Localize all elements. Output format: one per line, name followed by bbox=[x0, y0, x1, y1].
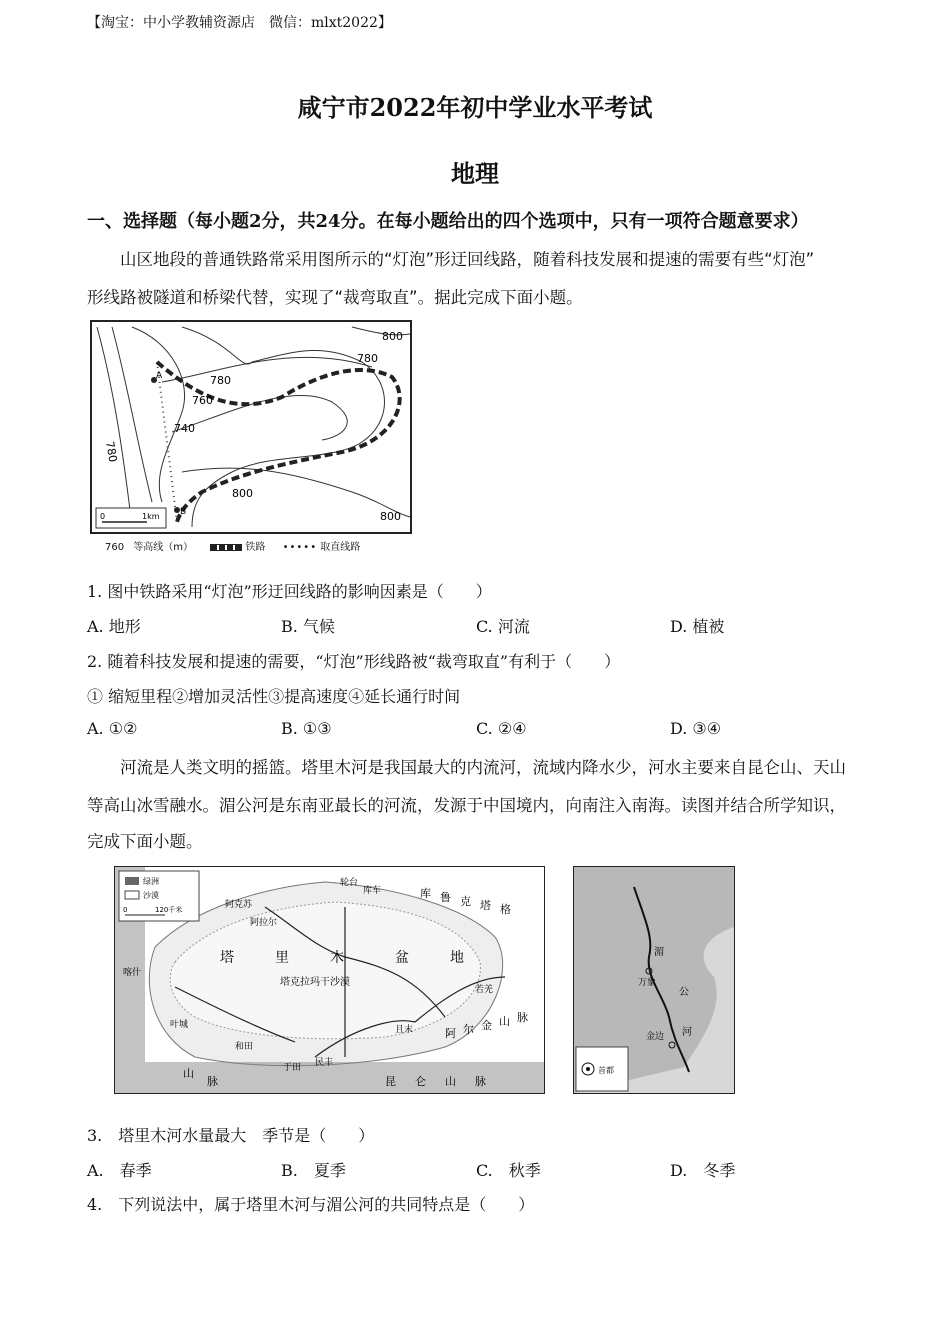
q1-option-c[interactable]: C. 河流 bbox=[476, 617, 530, 636]
legend-rail: 铁路 bbox=[245, 542, 266, 553]
range-char: 山 bbox=[499, 1015, 510, 1028]
q3-option-b[interactable]: B. 夏季 bbox=[281, 1161, 346, 1180]
mountain-char: 克 bbox=[460, 895, 471, 908]
q2-option-a[interactable]: A. ①② bbox=[87, 719, 138, 738]
q1-option-b[interactable]: B. 气候 bbox=[281, 617, 335, 636]
range-char: 尔 bbox=[463, 1023, 474, 1036]
scale-zero: 0 bbox=[100, 512, 106, 521]
city-kashi: 喀什 bbox=[123, 968, 142, 978]
q3-option-d[interactable]: D. 冬季 bbox=[670, 1161, 736, 1180]
mountain-char: 塔 bbox=[480, 899, 491, 912]
city-qiemo: 且末 bbox=[395, 1025, 414, 1035]
q1-option-a[interactable]: A. 地形 bbox=[87, 617, 141, 636]
contour-label: 780 bbox=[210, 374, 231, 387]
map2-scale-unit: 120千米 bbox=[155, 906, 183, 914]
city-yecheng: 叶城 bbox=[170, 1020, 189, 1030]
section-heading: 一、选择题（每小题2分，共24分。在每小题给出的四个选项中，只有一项符合题意要求） bbox=[87, 211, 809, 232]
contour-label: 780 bbox=[103, 440, 120, 464]
legend-straight: 取直线路 bbox=[320, 542, 361, 553]
exam-title: 咸宁市2022年初中学业水平考试 bbox=[297, 93, 653, 122]
city-luntai: 轮台 bbox=[340, 878, 359, 888]
kunlun-char: 昆 bbox=[385, 1075, 396, 1088]
city-hetian: 和田 bbox=[235, 1042, 254, 1052]
contour-label: 740 bbox=[174, 422, 195, 435]
intro1-line2: 形线路被隧道和桥梁代替，实现了“裁弯取直”。据此完成下面小题。 bbox=[87, 288, 583, 307]
tarim-basin-map bbox=[114, 866, 545, 1094]
kunlun-char: 脉 bbox=[475, 1075, 486, 1088]
point-a-label: A bbox=[156, 371, 163, 381]
q2-choices: ① 缩短里程②增加灵活性③提高速度④延长通行时间 bbox=[87, 687, 461, 706]
header-text: 【淘宝：中小学教辅资源店 微信：mlxt2022】 bbox=[87, 15, 392, 31]
contour-label: 800 bbox=[232, 487, 253, 500]
q1-stem: 1. 图中铁路采用“灯泡”形迂回线路的影响因素是（ ） bbox=[87, 582, 492, 601]
q3-option-c[interactable]: C. 秋季 bbox=[476, 1161, 541, 1180]
contour-label: 760 bbox=[192, 394, 213, 407]
contour-railway-map bbox=[90, 320, 412, 534]
mekong-river-map bbox=[573, 866, 735, 1094]
legend-oasis: 绿洲 bbox=[143, 877, 159, 886]
river-char: 公 bbox=[679, 987, 689, 998]
q2-option-d[interactable]: D. ③④ bbox=[670, 719, 722, 738]
q2-option-c[interactable]: C. ②④ bbox=[476, 719, 527, 738]
map1-legend bbox=[105, 538, 360, 553]
city-ruoqiang: 若羌 bbox=[475, 985, 494, 995]
point-b-label: B bbox=[180, 507, 187, 517]
kunlun-char: 山 bbox=[445, 1075, 456, 1088]
contour-label: 800 bbox=[380, 510, 401, 523]
q3-option-a[interactable]: A. 春季 bbox=[87, 1161, 152, 1180]
range-char: 阿 bbox=[445, 1027, 456, 1040]
q2-option-b[interactable]: B. ①③ bbox=[281, 719, 332, 738]
range-char: 脉 bbox=[517, 1011, 528, 1024]
legend-rail-icon bbox=[210, 544, 242, 551]
legend-contour-value: 760 bbox=[105, 542, 125, 553]
map2-scale-zero: 0 bbox=[123, 906, 128, 914]
river-char: 河 bbox=[682, 1027, 692, 1038]
contour-label: 800 bbox=[382, 330, 403, 343]
q3-stem: 3. 塔里木河水量最大 季节是（ ） bbox=[87, 1126, 375, 1145]
basin-char: 木 bbox=[330, 950, 344, 966]
legend-capital: 首都 bbox=[598, 1066, 614, 1075]
contour-label: 780 bbox=[357, 352, 378, 365]
intro2-line1: 河流是人类文明的摇篮。塔里木河是我国最大的内流河，流域内降水少，河水主要来自昆仑山、天山 bbox=[120, 758, 846, 777]
city-kuche: 库车 bbox=[363, 886, 382, 896]
intro2-line3: 完成下面小题。 bbox=[87, 832, 203, 851]
city-akesu: 阿克苏 bbox=[225, 900, 253, 910]
basin-char: 地 bbox=[450, 950, 464, 966]
legend-contour: 等高线（m） bbox=[133, 542, 194, 553]
intro2-line2: 等高山冰雪融水。湄公河是东南亚最长的河流，发源于中国境内，向南注入南海。读图并结合所学知识， bbox=[87, 796, 846, 815]
legend-desert: 沙漠 bbox=[143, 891, 159, 900]
q4-stem: 4. 下列说法中，属于塔里木河与湄公河的共同特点是（ ） bbox=[87, 1195, 535, 1214]
legend-straight-icon: ••••• bbox=[282, 542, 318, 553]
city-yutian: 于田 bbox=[283, 1063, 302, 1073]
basin-char: 塔 bbox=[220, 950, 234, 966]
range-char: 金 bbox=[481, 1019, 492, 1032]
q1-option-d[interactable]: D. 植被 bbox=[670, 617, 725, 636]
desert-label: 塔克拉玛干沙漠 bbox=[280, 977, 350, 988]
city-vientiane: 万象 bbox=[638, 978, 657, 988]
city-phnom-penh: 金边 bbox=[646, 1032, 665, 1042]
q2-stem: 2. 随着科技发展和提速的需要，“灯泡”形线路被“裁弯取直”有利于（ ） bbox=[87, 652, 621, 671]
basin-char: 里 bbox=[275, 950, 289, 966]
kunlun-char: 仑 bbox=[415, 1075, 426, 1088]
city-minfeng: 民丰 bbox=[315, 1058, 334, 1068]
range-char: 山 bbox=[183, 1067, 194, 1080]
subject-title: 地理 bbox=[451, 159, 499, 188]
range-char: 脉 bbox=[207, 1075, 218, 1088]
intro1-line1: 山区地段的普通铁路常采用图所示的“灯泡”形迂回线路，随着科技发展和提速的需要有些“灯泡” bbox=[120, 250, 815, 269]
mountain-char: 鲁 bbox=[440, 891, 451, 904]
river-char: 湄 bbox=[654, 947, 664, 958]
mountain-char: 格 bbox=[500, 903, 511, 916]
scale-unit: 1km bbox=[142, 512, 160, 521]
city-alaer: 阿拉尔 bbox=[250, 918, 278, 928]
basin-char: 盆 bbox=[395, 950, 409, 966]
mountain-char: 库 bbox=[420, 887, 431, 900]
